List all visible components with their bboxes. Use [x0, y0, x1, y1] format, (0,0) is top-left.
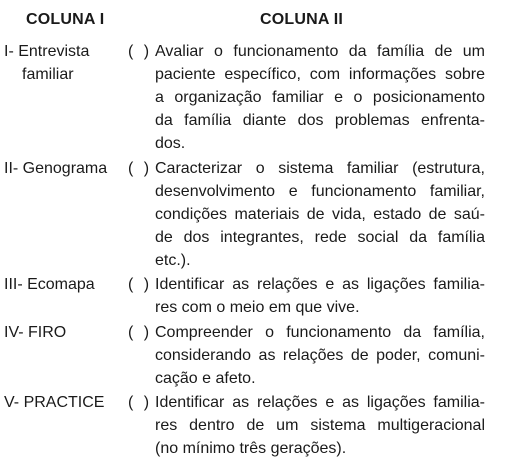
column-1-item — [4, 157, 124, 180]
column-2-description — [155, 157, 485, 272]
description-line: etc.). — [155, 252, 191, 269]
answer-blank: ( ) — [128, 160, 153, 177]
item-label: III- Ecomapa — [4, 276, 95, 293]
description-line: cação e afeto. — [155, 370, 256, 387]
description-line: res dentro de um sistema multigeracional — [155, 417, 485, 434]
description-line: Caracterizar o sistema familiar (estrutura, — [155, 160, 485, 177]
description-line: considerando as relações de poder, comuni- — [155, 347, 485, 364]
answer-blank: ( ) — [128, 43, 153, 60]
answer-blank: ( ) — [128, 276, 153, 293]
column-2-header: COLUNA II — [260, 11, 343, 28]
answer-blank: ( ) — [128, 394, 153, 411]
column-1-item — [4, 391, 124, 414]
item-label: II- Genograma — [4, 160, 108, 177]
column-2-description — [155, 321, 485, 390]
column-1-item — [4, 321, 124, 344]
description-line: paciente específico, com informações sobre — [155, 66, 485, 83]
item-label: IV- FIRO — [4, 324, 67, 341]
description-line: Avaliar o funcionamento da família de um — [155, 43, 485, 60]
description-line: Compreender o funcionamento da família, — [155, 324, 485, 341]
column-2-description — [155, 391, 485, 460]
description-line: condições materiais de vida, estado de saú- — [155, 206, 485, 223]
column-2-description — [155, 273, 485, 319]
item-label: V- PRACTICE — [4, 394, 105, 411]
item-label: I- Entrevista — [4, 43, 90, 60]
description-line: (no mínimo três gerações). — [155, 440, 347, 457]
description-line: res com o meio em que vive. — [155, 299, 360, 316]
description-line: Identificar as relações e as ligações familia- — [155, 394, 485, 411]
description-line: dos. — [155, 135, 186, 152]
column-1-header: COLUNA I — [26, 11, 105, 28]
column-1-item — [4, 40, 124, 86]
description-line: Identificar as relações e as ligações familia- — [155, 276, 485, 293]
description-line: de dos integrantes, rede social da família — [155, 229, 485, 246]
column-1-item — [4, 273, 124, 296]
item-label-continuation: familiar — [22, 66, 74, 83]
column-2-description — [155, 40, 485, 155]
description-line: a organização familiar e o posicionamento — [155, 89, 485, 106]
answer-blank: ( ) — [128, 324, 153, 341]
description-line: desenvolvimento e funcionamento familiar, — [155, 183, 485, 200]
description-line: da família diante dos problemas enfrenta- — [155, 112, 485, 129]
